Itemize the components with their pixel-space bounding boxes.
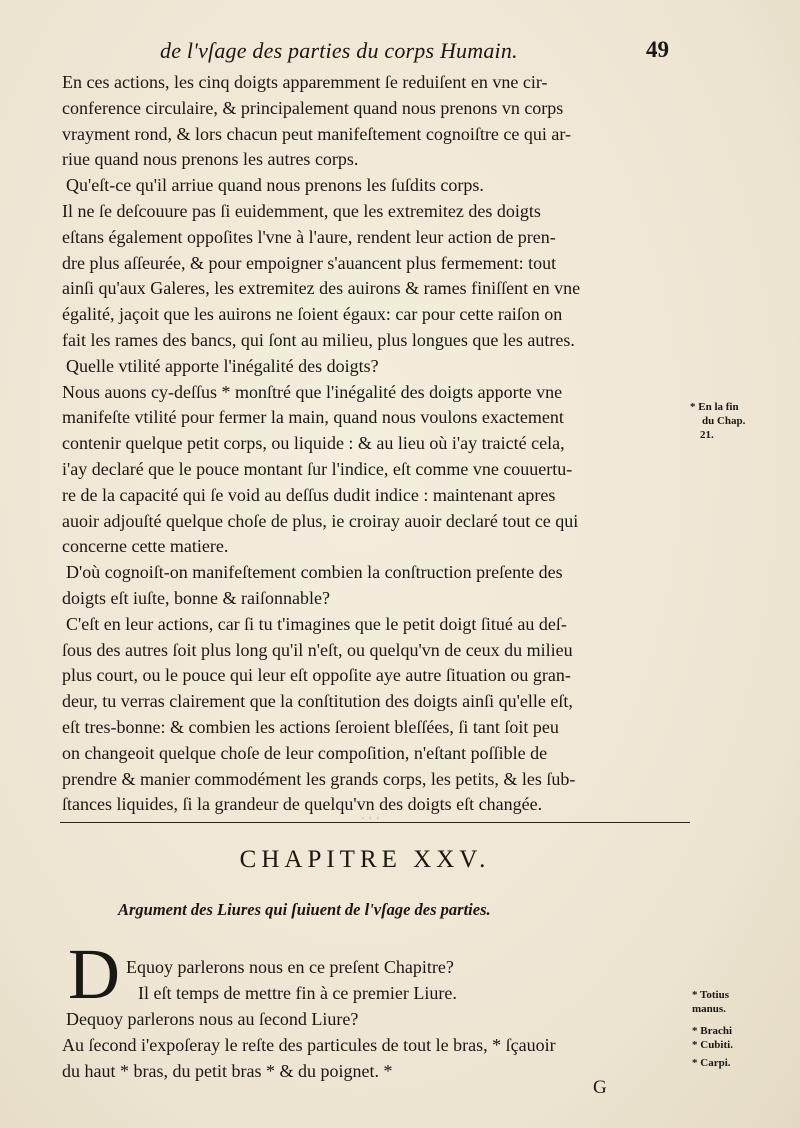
text-line: i'ay declaré que le pouce montant ſur l'indice, eſt comme vne couuertu- <box>62 458 573 479</box>
text-line: eſtans également oppoſites l'vne à l'aure, rendent leur action de pren- <box>62 226 556 247</box>
body-text <box>62 70 686 818</box>
text-line: plus court, ou le pouce qui leur eſt oppoſite aye autre ſituation ou gran- <box>62 665 571 686</box>
text-line: dre plus aſſeurée, & pour empoigner s'auancent plus fermement: tout <box>62 252 557 273</box>
text-line: C'eſt en leur actions, car ſi tu t'imagines que le petit doigt ſitué au deſ- <box>66 613 567 634</box>
text-line: auoir adjouſté quelque choſe de plus, ie croiray auoir declaré tout ce qui <box>62 510 579 531</box>
question-line: Qu'eſt-ce qu'il arriue quand nous prenons les ſuſdits corps. <box>66 175 484 196</box>
catchword: G <box>593 1077 607 1098</box>
question-line: D'où cognoiſt-on manifeſtement combien la conſtruction preſente des <box>66 562 563 583</box>
text-line: deur, tu verras clairement que la conſtitution des doigts ainſi qu'elle eſt, <box>62 691 573 712</box>
text-line: ſtances liquides, ſi la grandeur de quelqu'vn des doigts eſt changée. <box>62 794 543 815</box>
section-divider <box>60 822 690 823</box>
text-line: Il ne ſe deſcouure pas ſi euidemment, que les extremitez des doigts <box>62 200 541 221</box>
text-line: En ces actions, les cinq doigts apparemment ſe reduiſent en vne cir- <box>62 72 548 92</box>
text-line: fait les rames des bancs, qui ſont au milieu, plus longues que les autres. <box>62 329 575 350</box>
text-line: eſt tres-bonne: & combien les actions ſeroient bleſſées, ſi tant ſoit peu <box>62 716 559 737</box>
text-line: on changeoit quelque choſe de leur compoſition, n'eſtant poſſible de <box>62 742 548 763</box>
page-number: 49 <box>646 37 669 62</box>
text-line: égalité, jaçoit que les auirons ne ſoient égaux: car pour cette raiſon on <box>62 304 563 325</box>
margin-note-line: * Carpi. <box>692 1057 731 1069</box>
margin-note-line: * Cubiti. <box>692 1039 733 1051</box>
margin-note-line: * Totius <box>692 989 729 1001</box>
margin-note-line: manus. <box>692 1003 726 1015</box>
margin-note-line: du Chap. <box>702 415 746 427</box>
text-line: Au ſecond i'expoſeray le reſte des particules de tout le bras, * ſçauoir <box>62 1035 556 1055</box>
text-line: Nous auons cy-deſſus * monſtré que l'inégalité des doigts apporte vne <box>62 381 563 402</box>
drop-cap: D <box>68 934 120 1014</box>
margin-note-reference <box>690 400 745 442</box>
text-line: riue quand nous prenons les autres corps. <box>62 149 359 170</box>
chapter-title-text: CHAPITRE XXV. <box>239 846 491 873</box>
chapter-title <box>0 846 800 874</box>
question-line: Dequoy parlerons nous au ſecond Liure? <box>66 1009 359 1029</box>
text-line: ſous des autres ſoit plus long qu'il n'eſt, ou quelqu'vn de ceux du milieu <box>62 639 573 660</box>
text-line: Equoy parlerons nous en ce preſent Chapitre? <box>126 957 454 977</box>
text-line: conference circulaire, & principalement quand nous prenons vn corps <box>62 97 564 118</box>
text-line: doigts eſt iuſte, bonne & raiſonnable? <box>62 587 330 608</box>
chapter-text <box>62 954 686 1084</box>
text-line: prendre & manier commodément les grands corps, les petits, & les ſub- <box>62 768 576 789</box>
text-line: concerne cette matiere. <box>62 536 229 557</box>
text-line: contenir quelque petit corps, ou liquide : & au lieu où i'ay traicté cela, <box>62 433 565 454</box>
text-line: Il eſt temps de mettre fin à ce premier Liure. <box>138 983 457 1003</box>
margin-note-line: * Brachi <box>692 1025 733 1037</box>
question-line: Quelle vtilité apporte l'inégalité des doigts? <box>66 355 379 376</box>
text-line: re de la capacité qui ſe void au deſſus dudit indice : maintenant apres <box>62 484 556 505</box>
text-line: manifeſte vtilité pour fermer la main, quand nous voulons exactement <box>62 407 564 428</box>
chapter-argument: Argument des Liures qui ſuiuent de l'vſage des parties. <box>118 900 491 919</box>
margin-note-anatomy <box>692 988 733 1070</box>
margin-note-line: * En la fin <box>690 401 739 413</box>
text-line: vrayment rond, & lors chacun peut manifeſtement cognoiſtre ce qui ar- <box>62 123 571 144</box>
running-title: de l'vſage des parties du corps Humain. <box>160 38 518 63</box>
text-line: ainſi qu'aux Galeres, les extremitez des auirons & rames finiſſent en vne <box>62 278 581 299</box>
bleed-through-text: · · · <box>360 811 380 827</box>
margin-note-line: 21. <box>700 429 714 441</box>
text-line: du haut * bras, du petit bras * & du poignet. * <box>62 1061 393 1081</box>
